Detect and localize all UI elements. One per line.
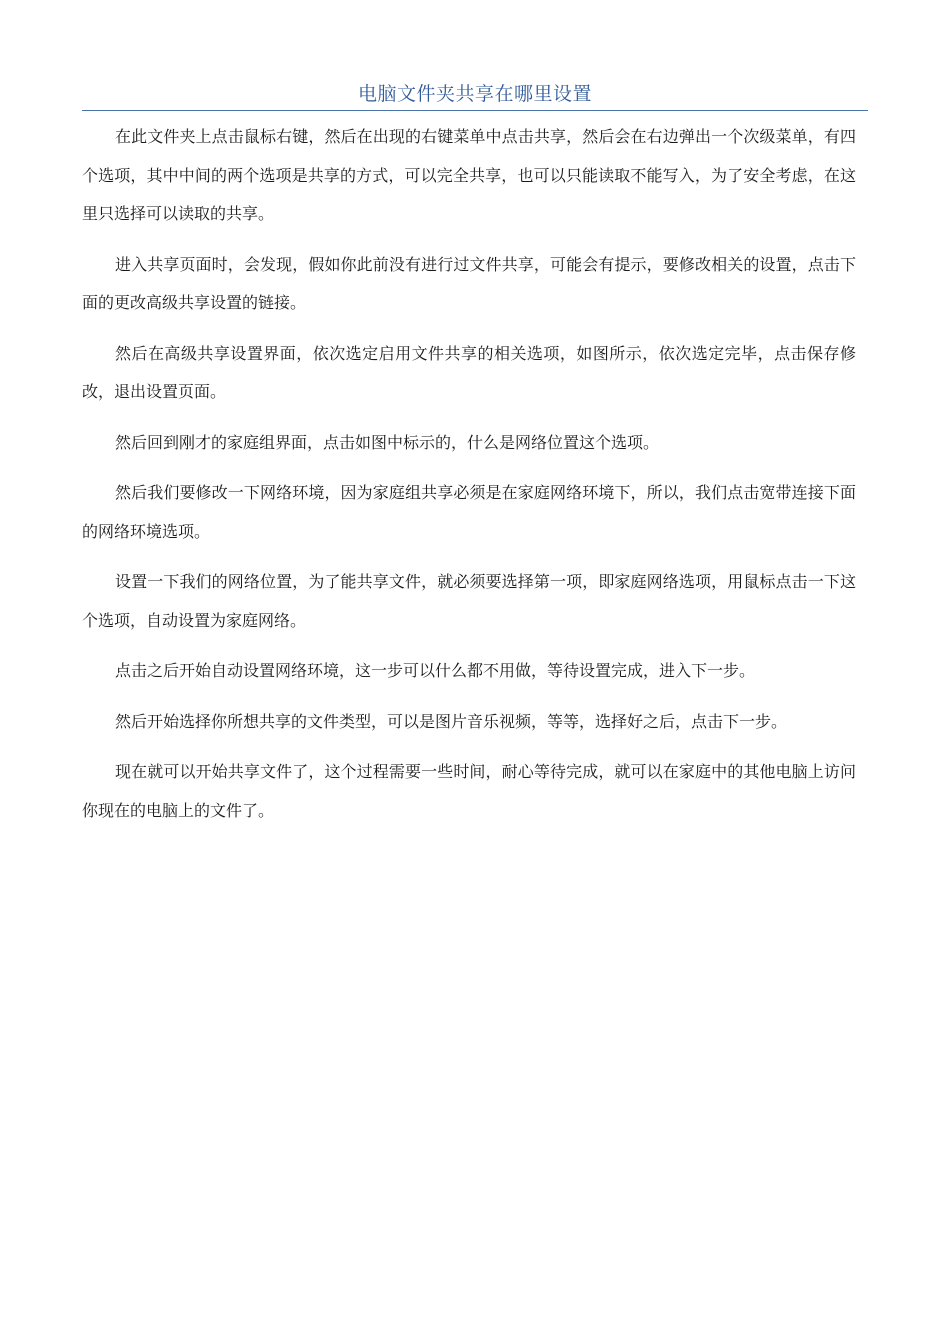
page-title: 电脑文件夹共享在哪里设置	[357, 83, 592, 105]
paragraph-4: 然后回到刚才的家庭组界面，点击如图中标示的，什么是网络位置这个选项。	[115, 432, 660, 452]
paragraph-9: 现在就可以开始共享文件了，这个过程需要一些时间，耐心等待完成，就可以在家庭中的其他电脑上访问你现在的电脑上的文件了。	[82, 762, 856, 820]
paragraph-2: 进入共享页面时，会发现，假如你此前没有进行过文件共享，可能会有提示，要修改相关的设置，点击下面的更改高级共享设置的链接。	[82, 254, 856, 312]
document-body	[82, 118, 856, 842]
paragraph-1: 在此文件夹上点击鼠标右键，然后在出现的右键菜单中点击共享，然后会在右边弹出一个次级菜单，有四个选项，其中中间的两个选项是共享的方式，可以完全共享，也可以只能读取不能写入，为了安全考虑，在这里只选择可以读取的共享。	[82, 127, 856, 223]
paragraph-5: 然后我们要修改一下网络环境，因为家庭组共享必须是在家庭网络环境下，所以，我们点击宽带连接下面的网络环境选项。	[82, 483, 856, 541]
paragraph-6: 设置一下我们的网络位置，为了能共享文件，就必须要选择第一项，即家庭网络选项，用鼠标点击一下这个选项，自动设置为家庭网络。	[82, 572, 856, 630]
paragraph-8: 然后开始选择你所想共享的文件类型，可以是图片音乐视频，等等，选择好之后，点击下一步。	[115, 711, 788, 731]
page-header	[82, 80, 868, 111]
paragraph-3: 然后在高级共享设置界面，依次选定启用文件共享的相关选项，如图所示，依次选定完毕，点击保存修改，退出设置页面。	[82, 343, 856, 401]
paragraph-7: 点击之后开始自动设置网络环境，这一步可以什么都不用做，等待设置完成，进入下一步。	[115, 661, 756, 680]
